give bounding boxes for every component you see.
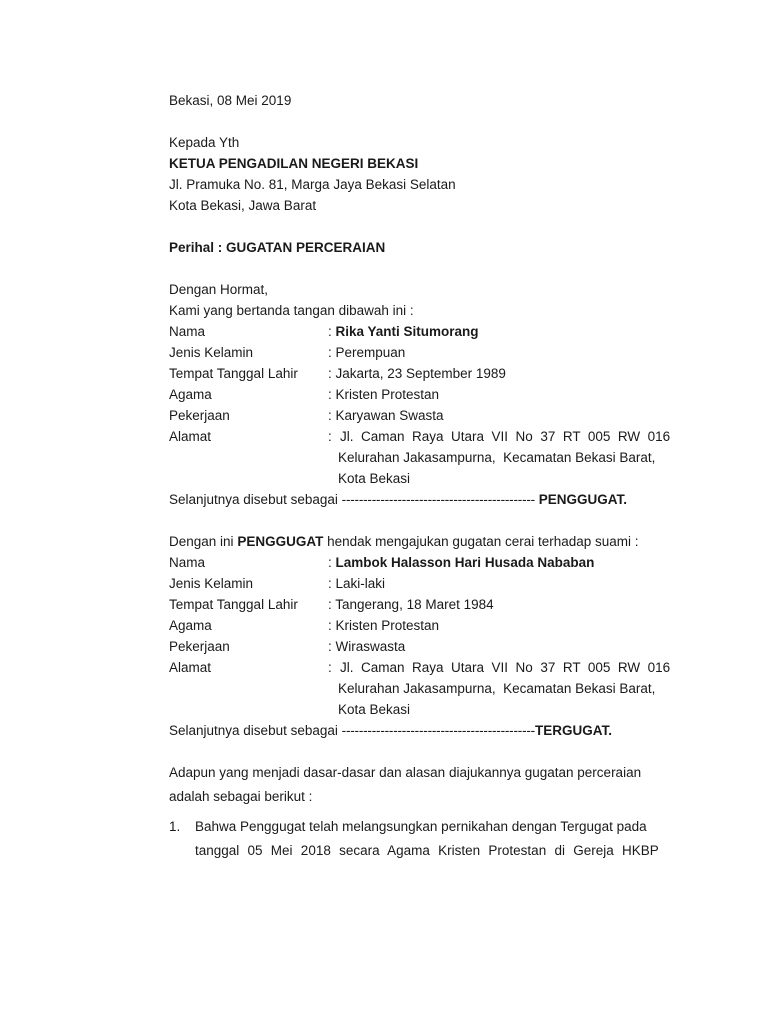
defendant-job-row: : Wiraswasta	[328, 639, 406, 654]
plaintiff-gender-value: Perempuan	[335, 345, 406, 360]
plaintiff-gender-label: Jenis Kelamin	[169, 345, 254, 360]
plaintiff-job-value: Karyawan Swasta	[335, 408, 444, 423]
defendant-address-line3: Kota Bekasi	[338, 702, 411, 717]
defendant-birth-row: : Tangerang, 18 Maret 1984	[328, 597, 494, 612]
defendant-designation-prefix: Selanjutnya disebut sebagai	[169, 723, 338, 738]
defendant-designation-dashes: ---------------------------------------------	[341, 723, 535, 738]
defendant-intro	[169, 533, 639, 551]
recipient-address-line2: Kota Bekasi, Jawa Barat	[169, 198, 317, 213]
subject-line: Perihal : GUGATAN PERCERAIAN	[169, 240, 386, 255]
basis-line1: Adapun yang menjadi dasar-dasar dan alasan diajukannya gugatan perceraian	[169, 765, 642, 780]
plaintiff-religion-label: Agama	[169, 387, 212, 402]
defendant-birth-value: Tangerang, 18 Maret 1984	[335, 597, 494, 612]
defendant-intro-part2: PENGGUGAT	[237, 534, 324, 549]
plaintiff-job-row: : Karyawan Swasta	[328, 408, 444, 423]
defendant-address-colon: :	[328, 660, 332, 675]
plaintiff-birth-value: Jakarta, 23 September 1989	[335, 366, 506, 381]
point-line1: Bahwa Penggugat telah melangsungkan pernikahan dengan Tergugat pada	[195, 819, 647, 834]
defendant-gender-label: Jenis Kelamin	[169, 576, 254, 591]
defendant-intro-part1: Dengan ini	[169, 534, 234, 549]
plaintiff-job-label: Pekerjaan	[169, 408, 230, 423]
defendant-address-line2: Kelurahan Jakasampurna, Kecamatan Bekasi Barat,	[338, 681, 656, 696]
recipient-address-line1: Jl. Pramuka No. 81, Marga Jaya Bekasi Selatan	[169, 177, 456, 192]
plaintiff-religion-value: Kristen Protestan	[335, 387, 440, 402]
recipient-salutation: Kepada Yth	[169, 135, 240, 150]
plaintiff-address-colon: :	[328, 429, 332, 444]
defendant-designation	[169, 722, 612, 740]
plaintiff-designation-dashes: ---------------------------------------------	[341, 492, 535, 507]
recipient-title: KETUA PENGADILAN NEGERI BEKASI	[169, 156, 419, 171]
plaintiff-address-label: Alamat	[169, 429, 212, 444]
plaintiff-birth-label: Tempat Tanggal Lahir	[169, 366, 298, 381]
place-date: Bekasi, 08 Mei 2019	[169, 93, 292, 108]
defendant-religion-label: Agama	[169, 618, 212, 633]
basis-line2: adalah sebagai berikut :	[169, 789, 313, 804]
defendant-job-value: Wiraswasta	[335, 639, 406, 654]
plaintiff-birth-row: : Jakarta, 23 September 1989	[328, 366, 506, 381]
plaintiff-name-label: Nama	[169, 324, 206, 339]
defendant-designation-role: TERGUGAT.	[534, 723, 612, 738]
plaintiff-name-row: : Rika Yanti Situmorang	[328, 324, 479, 339]
plaintiff-address-line3: Kota Bekasi	[338, 471, 411, 486]
plaintiff-name-value: Rika Yanti Situmorang	[335, 324, 479, 339]
defendant-gender-row: : Laki-laki	[328, 576, 386, 591]
defendant-name-label: Nama	[169, 555, 206, 570]
plaintiff-designation	[169, 491, 627, 509]
defendant-name-row: : Lambok Halasson Hari Husada Nababan	[328, 555, 595, 570]
plaintiff-address-line1: Jl. Caman Raya Utara VII No 37 RT 005 RW 016	[340, 429, 671, 444]
plaintiff-designation-prefix: Selanjutnya disebut sebagai	[169, 492, 338, 507]
plaintiff-designation-role: PENGGUGAT.	[538, 492, 627, 507]
defendant-birth-label: Tempat Tanggal Lahir	[169, 597, 298, 612]
defendant-gender-value: Laki-laki	[335, 576, 386, 591]
greeting: Dengan Hormat,	[169, 282, 269, 297]
intro-line: Kami yang bertanda tangan dibawah ini :	[169, 303, 414, 318]
defendant-address-line1: Jl. Caman Raya Utara VII No 37 RT 005 RW 016	[340, 660, 671, 675]
defendant-name-value: Lambok Halasson Hari Husada Nababan	[335, 555, 595, 570]
point-number: 1.	[169, 819, 181, 834]
defendant-address-label: Alamat	[169, 660, 212, 675]
defendant-job-label: Pekerjaan	[169, 639, 230, 654]
point-line2: tanggal 05 Mei 2018 secara Agama Kristen Protestan di Gereja HKBP	[195, 843, 659, 858]
defendant-intro-part3: hendak mengajukan gugatan cerai terhadap suami :	[327, 534, 639, 549]
defendant-religion-value: Kristen Protestan	[335, 618, 440, 633]
defendant-religion-row: : Kristen Protestan	[328, 618, 440, 633]
plaintiff-gender-row: : Perempuan	[328, 345, 406, 360]
plaintiff-address-line2: Kelurahan Jakasampurna, Kecamatan Bekasi Barat,	[338, 450, 656, 465]
plaintiff-religion-row: : Kristen Protestan	[328, 387, 440, 402]
